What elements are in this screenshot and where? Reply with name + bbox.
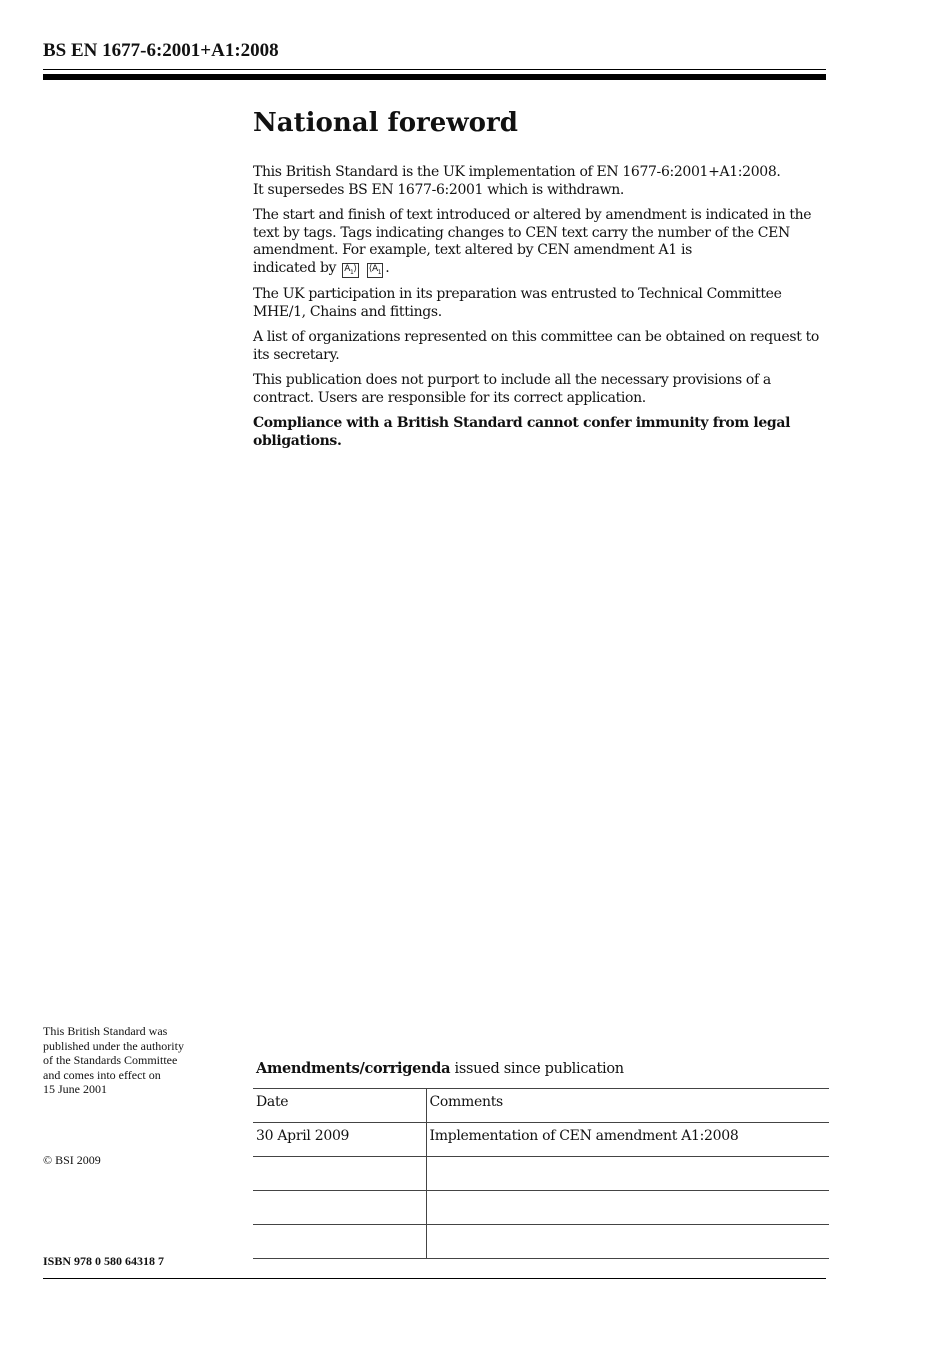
authority-note: This British Standard was published under the authority of the Standards Committee and comes into effect on 15 June 2001	[43, 1024, 184, 1096]
amendment-date	[253, 1191, 426, 1225]
document-code: BS EN 1677-6:2001+A1:2008	[43, 40, 279, 61]
page-title: National foreword	[253, 108, 518, 138]
amendment-end-tag-icon: $⟨A_1$	[367, 263, 383, 279]
table-row	[253, 1157, 829, 1191]
table-row	[253, 1225, 829, 1259]
paragraph-compliance: Compliance with a British Standard cannot confer immunity from legal obligations.	[253, 415, 791, 449]
foreword-body	[253, 164, 825, 458]
amendment-date	[253, 1157, 426, 1191]
footer-rule	[43, 1278, 826, 1279]
implementation-line: This British Standard is the UK implementation of EN 1677-6:2001+A1:2008.	[253, 164, 781, 180]
header-rule-thick	[43, 74, 826, 80]
header-rule-thin	[43, 69, 826, 70]
amendment-comments	[426, 1191, 829, 1225]
paragraph-committee: The UK participation in its preparation was entrusted to Technical Committee MHE/1, Chains and fittings.	[253, 286, 782, 320]
table-row	[253, 1123, 829, 1157]
table-header-row	[253, 1089, 829, 1123]
amendment-comments	[426, 1157, 829, 1191]
paragraph-implementation	[253, 164, 825, 199]
amendment-start-tag-icon: $A_1⟩$	[342, 263, 358, 279]
isbn: ISBN 978 0 580 64318 7	[43, 1254, 165, 1268]
column-header-date: Date	[253, 1089, 426, 1123]
amendment-date: 30 April 2009	[253, 1123, 426, 1157]
paragraph-contract: This publication does not purport to include all the necessary provisions of a contract. Users are responsible for its correct application.	[253, 372, 771, 406]
amendments-table	[253, 1088, 829, 1259]
copyright-notice: © BSI 2009	[43, 1153, 101, 1167]
tags-text: The start and finish of text introduced or altered by amendment is indicated in the text by tags. Tags indicating changes to CEN text carry the number of the CEN amendment. For example, text altered by CEN amendment A1 is	[253, 207, 812, 258]
column-header-comments: Comments	[426, 1089, 829, 1123]
amendment-comments	[426, 1225, 829, 1259]
amendment-date	[253, 1225, 426, 1259]
supersedes-line: It supersedes BS EN 1677-6:2001 which is withdrawn.	[253, 181, 625, 198]
amendment-comments: Implementation of CEN amendment A1:2008	[426, 1123, 829, 1157]
amendments-heading: Amendments/corrigenda issued since publication	[256, 1060, 624, 1077]
paragraph-tags: The start and finish of text introduced or altered by amendment is indicated in the text by tags. Tags indicating changes to CEN text carry the number of the CEN amendment. For example, text altered by CEN amendment A1 is indicated by $A_1⟩$ $⟨A_1$ .	[253, 207, 825, 278]
paragraph-organizations: A list of organizations represented on this committee can be obtained on request to its secretary.	[253, 329, 819, 363]
indicated-by-text: indicated by	[253, 259, 337, 276]
table-row	[253, 1191, 829, 1225]
